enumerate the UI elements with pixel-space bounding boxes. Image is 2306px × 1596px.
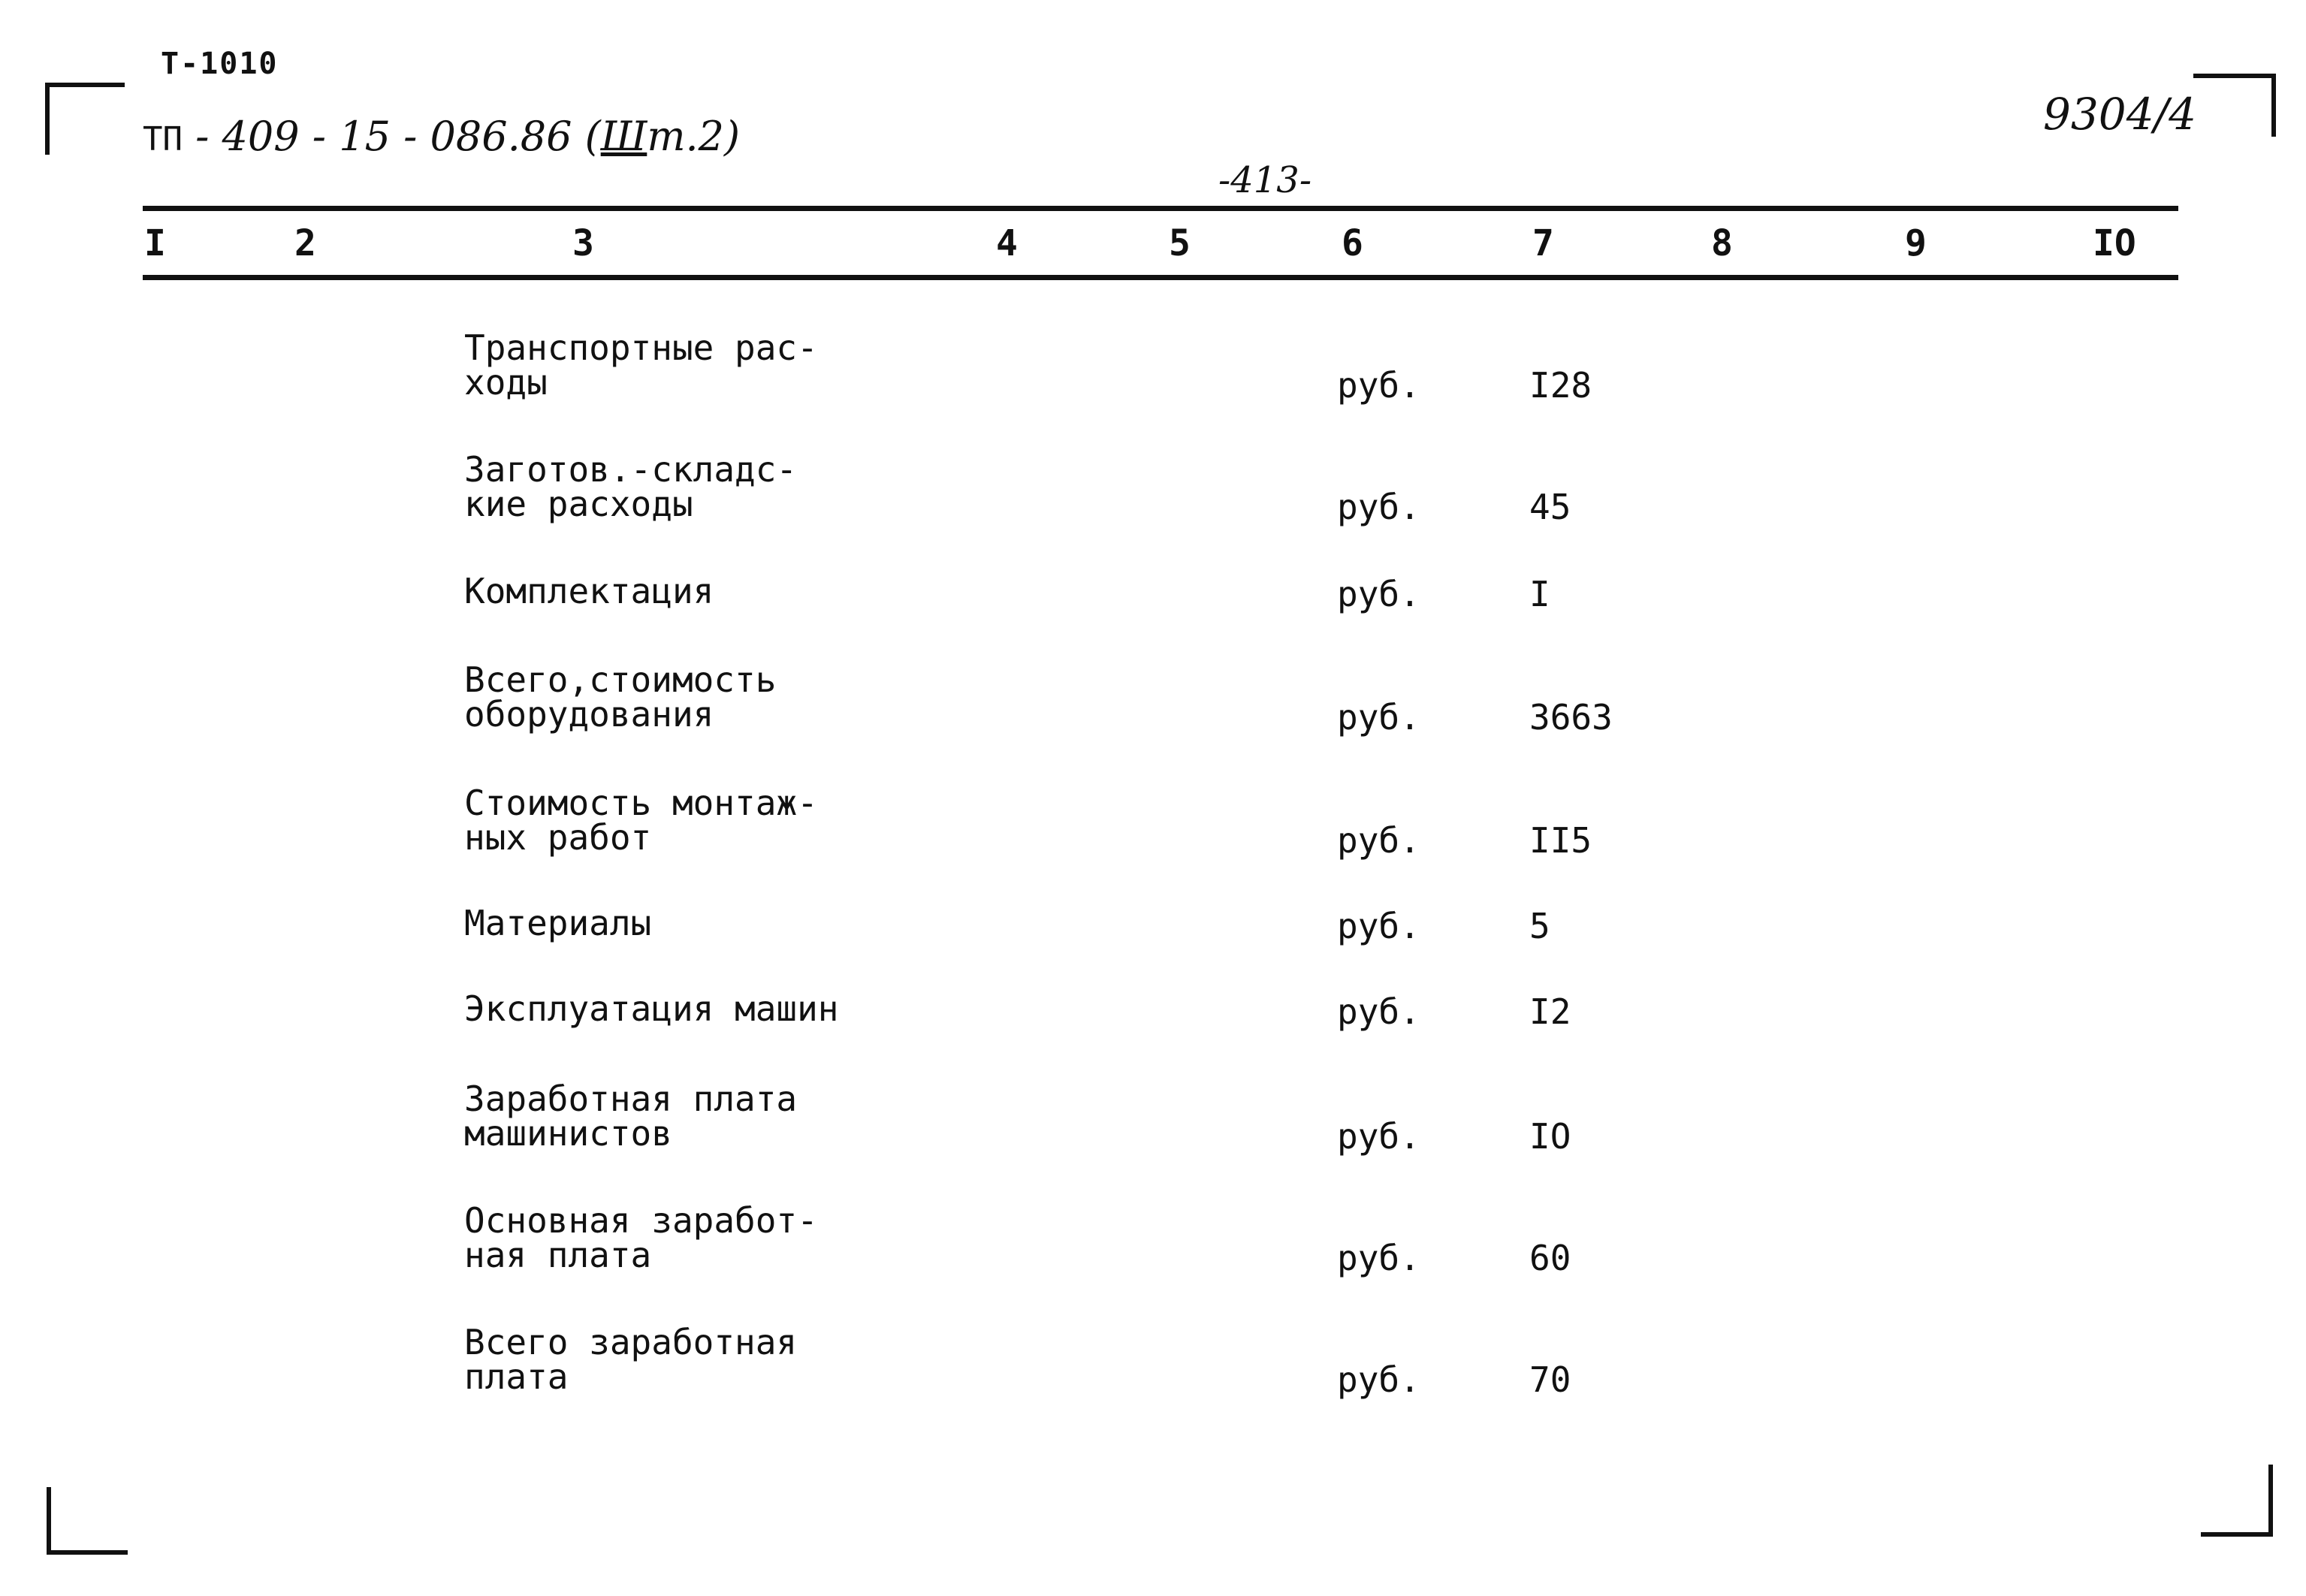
table-top-rule <box>143 206 2178 211</box>
row-unit: руб. <box>1337 1116 1420 1157</box>
row-item-name: Эксплуатация машин <box>464 988 839 1029</box>
archive-stamp: 9304/4 <box>2043 89 2197 140</box>
document-volume: т.2) <box>647 113 741 160</box>
corner-mark-bottom-left <box>47 1487 128 1555</box>
row-item-name: Заработная плата машинистов <box>464 1079 798 1154</box>
row-item-name: Транспортные рас- ходы <box>464 327 818 403</box>
row-unit: руб. <box>1337 487 1420 527</box>
document-id <box>143 113 740 160</box>
document-number: - 409 - 15 - 086.86 ( <box>182 113 601 160</box>
row-value: 70 <box>1529 1359 1571 1400</box>
row-item-name: Заготов.-складс- кие расходы <box>464 449 798 524</box>
row-value: II5 <box>1529 820 1592 861</box>
row-item-name: Материалы <box>464 903 652 943</box>
column-header-8: 8 <box>1711 222 1733 264</box>
row-item-name: Всего,стоимость оборудования <box>464 659 777 735</box>
row-item-name: Основная заработ- ная плата <box>464 1200 818 1275</box>
column-header-6: 6 <box>1342 222 1363 264</box>
column-header-5: 5 <box>1169 222 1191 264</box>
row-value: I2 <box>1529 991 1571 1032</box>
row-unit: руб. <box>1337 820 1420 861</box>
column-header-1: I <box>144 222 166 264</box>
sheet-code: Т-1010 <box>161 47 279 81</box>
column-header-3: 3 <box>572 222 594 264</box>
row-unit: руб. <box>1337 906 1420 946</box>
row-unit: руб. <box>1337 574 1420 614</box>
row-item-name: Всего заработная плата <box>464 1322 798 1397</box>
row-value: 3663 <box>1529 697 1613 738</box>
row-value: I28 <box>1529 365 1592 406</box>
row-value: 45 <box>1529 487 1571 527</box>
row-unit: руб. <box>1337 1359 1420 1400</box>
table-header-rule <box>143 275 2178 280</box>
corner-mark-bottom-right <box>2201 1465 2273 1537</box>
column-header-10: IO <box>2093 222 2136 264</box>
column-header-4: 4 <box>996 222 1018 264</box>
row-unit: руб. <box>1337 365 1420 406</box>
document-part: Ш <box>600 113 647 160</box>
corner-mark-top-left <box>45 83 125 155</box>
row-value: 5 <box>1529 906 1550 946</box>
page-number: -413- <box>1218 159 1312 201</box>
row-value: 60 <box>1529 1238 1571 1278</box>
document-prefix: ТП <box>143 120 183 158</box>
column-header-2: 2 <box>294 222 316 264</box>
row-unit: руб. <box>1337 697 1420 738</box>
row-unit: руб. <box>1337 991 1420 1032</box>
row-value: IO <box>1529 1116 1571 1157</box>
row-value: I <box>1529 574 1550 614</box>
corner-mark-top-right <box>2193 74 2276 137</box>
row-unit: руб. <box>1337 1238 1420 1278</box>
column-header-9: 9 <box>1905 222 1927 264</box>
column-header-7: 7 <box>1532 222 1554 264</box>
row-item-name: Стоимость монтаж- ных работ <box>464 783 818 858</box>
row-item-name: Комплектация <box>464 571 714 611</box>
